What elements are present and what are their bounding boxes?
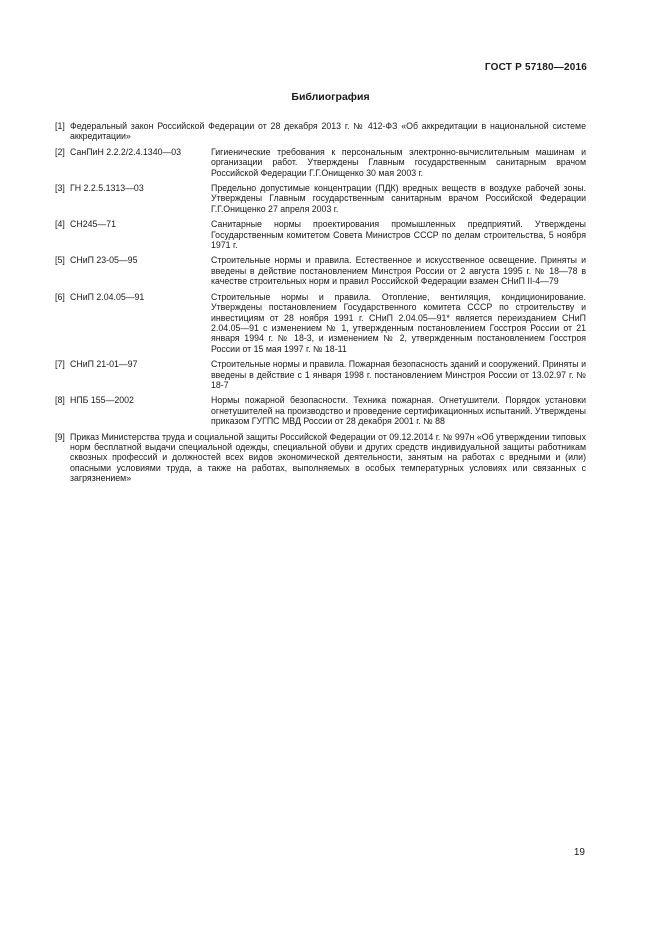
reference-item bbox=[55, 432, 586, 484]
reference-number: [1] bbox=[55, 121, 65, 131]
reference-code: СН245—71 bbox=[70, 219, 116, 230]
reference-text: Строительные нормы и правила. Отопление, вентиляция, кондиционирование. Утверждены постановлением Государственного комитета СССР по строительству и инвестициям от 28 ноября 1991 г. СНиП 2.04.05—91* является переизданием СНиП 2.04.05—91 с изменением № 1, утвержденным постановлением Госстроя России от 21 января 1994 г. № 18-3, и изменением № 2, утвержденным постановлением Госстроя России от 15 мая 1997 г. № 18-11 bbox=[211, 291, 586, 354]
reference-number: [2] bbox=[55, 146, 65, 157]
reference-text: Приказ Министерства труда и социальной защиты Российской Федерации от 09.12.2014 г. № 997н «Об утверждении типовых норм бесплатной выдачи специальной одежды, специальной обуви и других средств индивидуальной защиты работникам сквозных профессий и должностей всех видов экономической деятельности, занятым на работах с вредными и (или) опасными условиями труда, а также на работах, выполняемых в особых температурных условиях или связанных с загрязнением» bbox=[70, 431, 586, 484]
reference-number: [9] bbox=[55, 431, 65, 442]
reference-number: [3] bbox=[55, 183, 65, 194]
reference-number: [7] bbox=[55, 359, 65, 370]
reference-number: [8] bbox=[55, 395, 65, 406]
reference-text: Федеральный закон Российской Федерации от 28 декабря 2013 г. № 412-ФЗ «Об аккредитации в национальной системе аккредитации» bbox=[70, 121, 586, 142]
page-title: Библиография bbox=[291, 91, 370, 103]
reference-item bbox=[55, 292, 586, 354]
reference-text: Нормы пожарной безопасности. Техника пожарная. Огнетушители. Порядок установки огнетушителей на производство и проведение сертификационных испытаний. Утверждены приказом ГУГПС МВД России от 28 декабря 2001 г. № 88 bbox=[211, 395, 586, 427]
reference-text: Гигиенические требования к персональным электронно-вычислительным машинам и организации работ. Утверждены Главным государственным санитарным врачом Российской Федерации Г.Г.Онищенко 30 мая 2003 г. bbox=[211, 146, 586, 178]
reference-item bbox=[55, 183, 586, 214]
reference-code: НПБ 155—2002 bbox=[70, 395, 134, 406]
reference-code: СНиП 21-01—97 bbox=[70, 359, 138, 370]
reference-text: Строительные нормы и правила. Естественное и искусственное освещение. Приняты и введены в действие постановлением Минстроя России от 2 августа 1995 г. № 18—78 в качестве строительных норм и правил Российской Федерации взамен СНиП II-4—79 bbox=[211, 255, 586, 287]
reference-item bbox=[55, 121, 586, 142]
page-number: 19 bbox=[573, 847, 585, 858]
reference-item bbox=[55, 255, 586, 286]
reference-code: СанПиН 2.2.2/2.4.1340—03 bbox=[70, 146, 182, 157]
reference-text: Предельно допустимые концентрации (ПДК) вредных веществ в воздухе рабочей зоны. Утверждены Главным государственным санитарным врачом Российской Федерации Г.Г.Онищенко 27 апреля 2003 г. bbox=[211, 183, 586, 214]
reference-item bbox=[55, 359, 586, 390]
reference-text: Санитарные нормы проектирования промышленных предприятий. Утверждены Государственным комитетом Совета Министров СССР по делам строительства, 5 ноября 1971 г. bbox=[211, 219, 586, 251]
reference-code: ГН 2.2.5.1313—03 bbox=[70, 183, 144, 194]
reference-number: [6] bbox=[55, 291, 65, 302]
reference-number: [4] bbox=[55, 219, 65, 230]
reference-item bbox=[55, 395, 586, 426]
document-code: ГОСТ Р 57180—2016 bbox=[484, 62, 587, 73]
reference-item bbox=[55, 147, 586, 178]
reference-item bbox=[55, 219, 586, 250]
reference-code: СНиП 23-05—95 bbox=[70, 255, 138, 266]
reference-code: СНиП 2.04.05—91 bbox=[70, 291, 145, 302]
reference-number: [5] bbox=[55, 255, 65, 266]
bibliography-list bbox=[55, 121, 586, 484]
reference-text: Строительные нормы и правила. Пожарная безопасность зданий и сооружений. Приняты и введены в действие с 1 января 1998 г. постановлением Минстроя России от 13.02.97 г. № 18-7 bbox=[211, 359, 586, 390]
